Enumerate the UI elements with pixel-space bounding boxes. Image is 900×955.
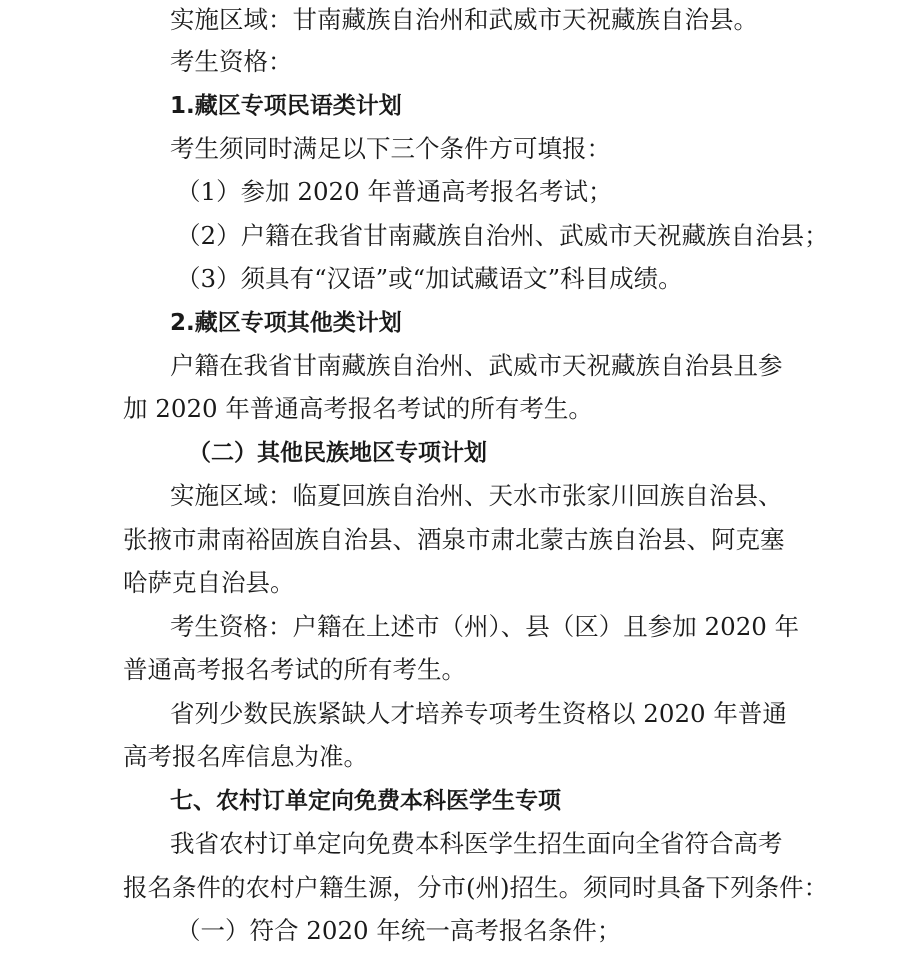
paragraph-rural-medical-line-1: 我省农村订单定向免费本科医学生招生面向全省符合高考 xyxy=(170,829,783,858)
paragraph-implementation-area: 实施区域：甘南藏族自治州和武威市天祝藏族自治县。 xyxy=(170,5,758,34)
paragraph-talent-plan-line-2: 高考报名库信息为准。 xyxy=(123,742,368,771)
paragraph-conditions-intro: 考生须同时满足以下三个条件方可填报： xyxy=(170,134,611,163)
list-item-condition-2: （2）户籍在我省甘南藏族自治州、武威市天祝藏族自治县； xyxy=(176,221,829,250)
heading-tibetan-other-plan: 2.藏区专项其他类计划 xyxy=(170,310,402,336)
paragraph-ethnic-area-line-2: 张掖市肃南裕固族自治县、酒泉市肃北蒙古族自治县、阿克塞 xyxy=(123,525,785,554)
heading-tibetan-language-plan: 1.藏区专项民语类计划 xyxy=(170,93,402,119)
list-item-condition-3: （3）须具有“汉语”或“加试藏语文”科目成绩。 xyxy=(176,264,683,293)
paragraph-other-plan-line-1: 户籍在我省甘南藏族自治州、武威市天祝藏族自治县且参 xyxy=(170,351,783,380)
paragraph-eligibility-label: 考生资格： xyxy=(170,47,293,76)
paragraph-ethnic-area-line-1: 实施区域：临夏回族自治州、天水市张家川回族自治县、 xyxy=(170,481,783,510)
paragraph-ethnic-eligibility-line-1: 考生资格：户籍在上述市（州）、县（区）且参加 2020 年 xyxy=(170,612,800,641)
paragraph-other-plan-line-2: 加 2020 年普通高考报名考试的所有考生。 xyxy=(123,394,593,423)
paragraph-ethnic-area-line-3: 哈萨克自治县。 xyxy=(123,568,295,597)
paragraph-ethnic-eligibility-line-2: 普通高考报名考试的所有考生。 xyxy=(123,655,466,684)
list-item-condition-1: （1）参加 2020 年普通高考报名考试； xyxy=(176,177,613,206)
paragraph-talent-plan-line-1: 省列少数民族紧缺人才培养专项考生资格以 2020 年普通 xyxy=(170,699,787,728)
list-item-rural-condition-1: （一）符合 2020 年统一高考报名条件； xyxy=(176,916,622,945)
paragraph-rural-medical-line-2: 报名条件的农村户籍生源，分市(州)招生。须同时具备下列条件： xyxy=(123,873,829,902)
heading-rural-medical-students: 七、农村订单定向免费本科医学生专项 xyxy=(170,788,561,814)
heading-other-ethnic-areas: （二）其他民族地区专项计划 xyxy=(188,440,487,466)
